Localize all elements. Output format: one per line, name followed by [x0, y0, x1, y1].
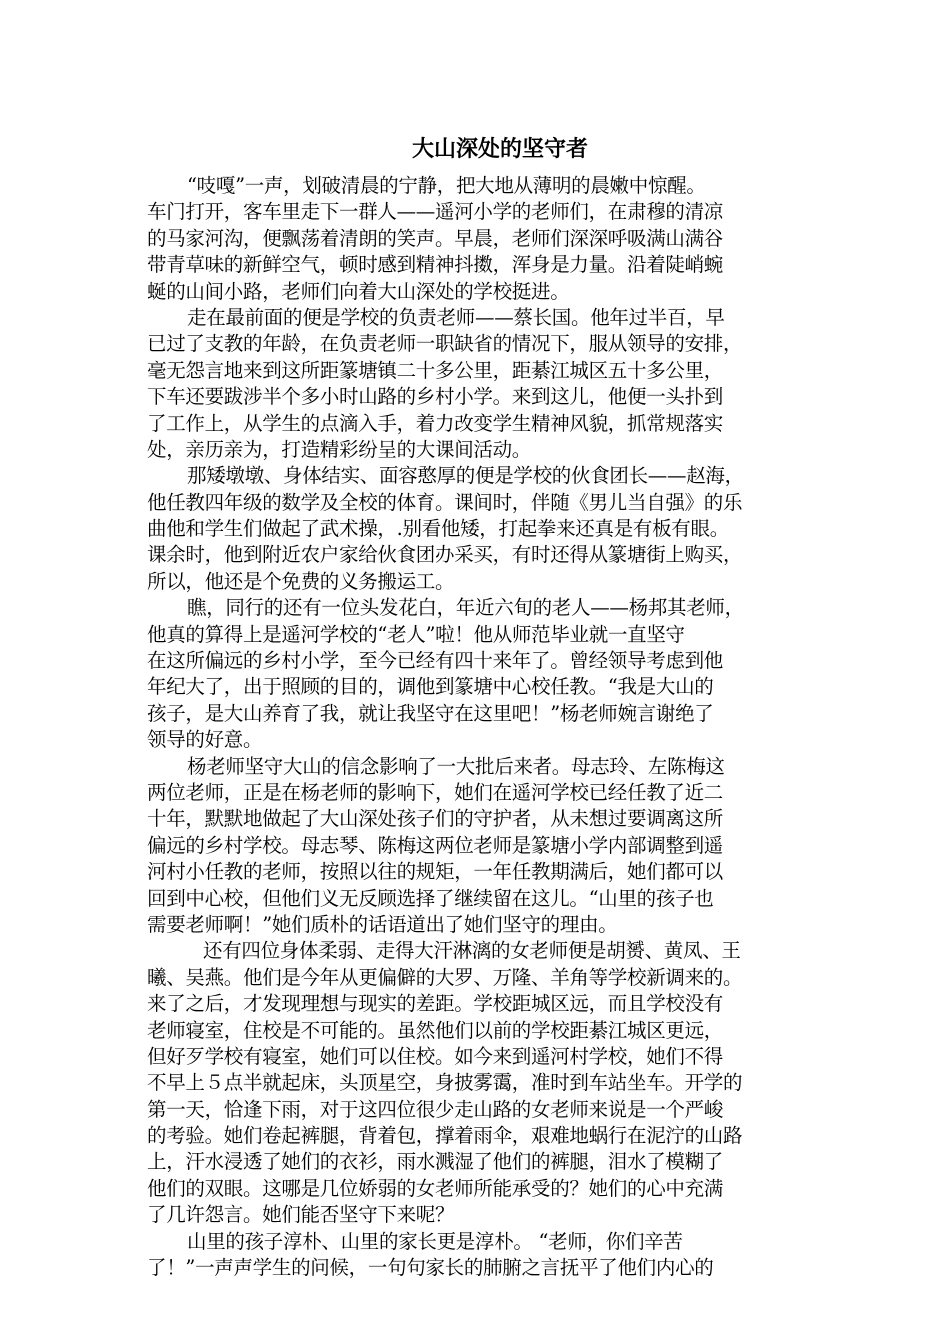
text-line: 年纪大了，出于照顾的目的，调他到篆塘中心校任教。“我是大山的 — [147, 675, 714, 699]
text-line: 孩子，是大山养育了我，就让我坚守在这里吧！”杨老师婉言谢绝了 — [147, 701, 714, 725]
text-line: 下车还要跋涉半个多小时山路的乡村小学。来到这儿，他便一头扑到 — [147, 385, 724, 409]
text-line: 他们的双眼。这哪是几位娇弱的女老师所能承受的？她们的心中充满 — [147, 1176, 724, 1200]
text-line: 上，汗水浸透了她们的衣衫，雨水溅湿了他们的裤腿，泪水了模糊了 — [147, 1150, 724, 1174]
text-line: 了几许怨言。她们能否坚守下来呢？ — [147, 1203, 455, 1227]
text-line: “吱嘎”一声，划破清晨的宁静，把大地从薄明的晨嫩中惊醒。 — [187, 174, 706, 197]
text-line: 在这所偏远的乡村小学，至今已经有四十来年了。曾经领导考虑到他 — [147, 649, 724, 673]
text-line: 处，亲历亲为，打造精彩纷呈的大课间活动。 — [147, 437, 532, 461]
text-line: 他真的算得上是遥河学校的“老人”啦！他从师范毕业就一直坚守 — [147, 622, 685, 646]
text-line: 但好歹学校有寝室，她们可以住校。如今来到遥河村学校，她们不得 — [147, 1044, 724, 1068]
text-line: 老师寝室，住校是不可能的。虽然他们以前的学校距綦江城区更远， — [147, 1018, 724, 1042]
text-line: 山里的孩子淳朴、山里的家长更是淳朴。 “老师，你们辛苦 — [187, 1229, 683, 1253]
text-line: 需要老师啊！”她们质朴的话语道出了她们坚守的理由。 — [147, 912, 618, 936]
text-line: 两位老师，正是在杨老师的影响下，她们在遥河学校已经任教了近二 — [147, 780, 724, 804]
text-line: 那矮墩墩、身体结实、面容憨厚的便是学校的伙食团长——赵海， — [187, 464, 744, 488]
text-line: 了！”一声声学生的问候，一句句家长的肺腑之言抚平了他们内心的 — [147, 1256, 714, 1280]
text-line: 第一天，恰逢下雨，对于这四位很少走山路的女老师来说是一个严峻 — [147, 1097, 724, 1121]
text-line: 他任教四年级的数学及全校的体育。课间时，伴随《男儿当自强》的乐 — [147, 490, 743, 514]
text-line: 所以，他还是个免费的义务搬运工。 — [147, 569, 455, 593]
text-line: 不早上５点半就起床，头顶星空，身披雾霭，准时到车站坐车。开学的 — [147, 1071, 743, 1095]
text-line: 回到中心校，但他们义无反顾选择了继续留在这儿。“山里的孩子也 — [147, 886, 714, 910]
text-line: 瞧，同行的还有一位头发花白，年近六旬的老人——杨邦其老师， — [187, 596, 744, 620]
text-line: 杨老师坚守大山的信念影响了一大批后来者。母志玲、左陈梅这 — [187, 754, 725, 778]
text-line: 课余时，他到附近农户家给伙食团办采买，有时还得从篆塘街上购买， — [147, 543, 743, 567]
text-line: 曦、吴燕。他们是今年从更偏僻的大罗、万隆、羊角等学校新调来的。 — [147, 965, 743, 989]
text-line: 还有四位身体柔弱、走得大汗淋漓的女老师便是胡赟、黄凤、王 — [203, 939, 741, 963]
text-line: 的考验。她们卷起裤腿，背着包，撑着雨伞，艰难地蜗行在泥泞的山路 — [147, 1124, 743, 1148]
text-line: 带青草味的新鲜空气，顿时感到精神抖擞，浑身是力量。沿着陡峭蜿 — [147, 253, 724, 277]
document-body — [147, 173, 807, 1281]
text-line: 已过了支教的年龄，在负责老师一职缺省的情况下，服从领导的安排， — [147, 332, 743, 356]
document-title: 大山深处的坚守者 — [411, 136, 588, 162]
text-line: 河村小任教的老师，按照以往的规矩，一年任教期满后，她们都可以 — [147, 860, 724, 884]
text-line: 了工作上，从学生的点滴入手，着力改变学生精神风貌，抓常规落实 — [147, 411, 724, 435]
text-line: 领导的好意。 — [147, 728, 263, 752]
text-line: 曲他和学生们做起了武术操，.别看他矮，打起拳来还真是有板有眼。 — [147, 517, 729, 541]
text-line: 十年，默默地做起了大山深处孩子们的守护者，从未想过要调离这所 — [147, 807, 724, 831]
text-line: 的马家河沟，便飘荡着清朗的笑声。早晨，老师们深深呼吸满山满谷 — [147, 226, 724, 250]
text-line: 车门打开，客车里走下一群人——遥河小学的老师们，在肃穆的清凉 — [147, 200, 724, 224]
text-line: 偏远的乡村学校。母志琴、陈梅这两位老师是篆塘小学内部调整到遥 — [147, 833, 724, 857]
text-line: 来了之后，才发现理想与现实的差距。学校距城区远，而且学校没有 — [147, 992, 724, 1016]
text-line: 走在最前面的便是学校的负责老师——蔡长国。他年过半百，早 — [187, 305, 725, 329]
text-line: 蜒的山间小路，老师们向着大山深处的学校挺进。 — [147, 279, 570, 303]
text-line: 毫无怨言地来到这所距篆塘镇二十多公里，距綦江城区五十多公里， — [147, 358, 724, 382]
